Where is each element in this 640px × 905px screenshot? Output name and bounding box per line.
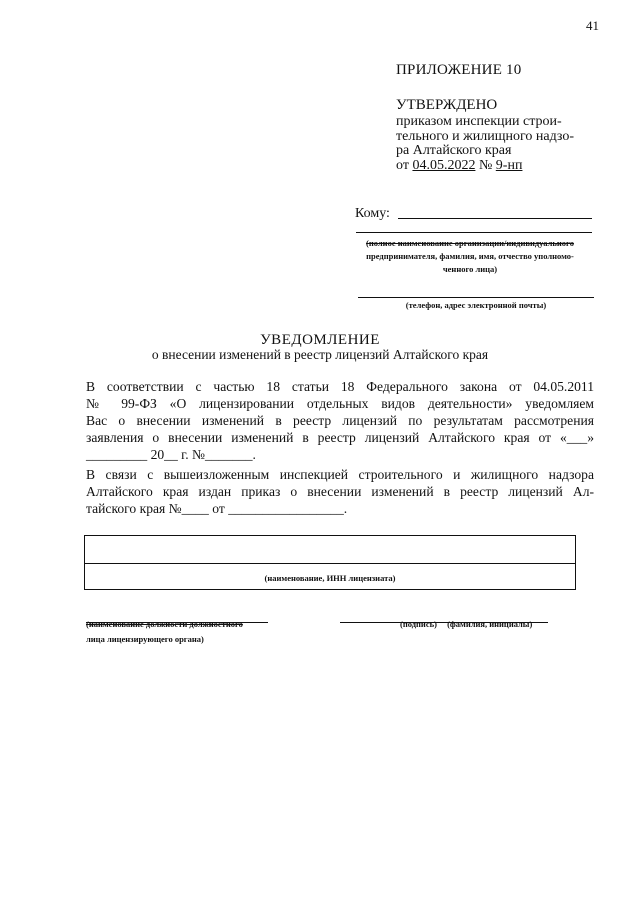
paragraph-1-line: заявления о внесении изменений в реестр лицензий Алтайского края от «___» bbox=[86, 430, 594, 445]
approved-label: УТВЕРЖДЕНО bbox=[396, 97, 498, 113]
paragraph-1-line: _________ 20__ г. №_______. bbox=[86, 447, 256, 462]
paragraph-2-line: В связи с вышеизложенным инспекцией строительного и жилищного надзора bbox=[86, 467, 594, 482]
paragraph-1-line: № 99-ФЗ «О лицензировании отдельных видов деятельности» уведомляем bbox=[86, 396, 594, 411]
recipient-caption-2: предпринимателя, фамилия, имя, отчество уполномо- bbox=[366, 251, 574, 261]
position-caption-1: (наименование должности должностного bbox=[86, 619, 243, 629]
position-caption-2: лица лицензирующего органа) bbox=[86, 634, 204, 644]
appendix-label: ПРИЛОЖЕНИЕ 10 bbox=[396, 62, 522, 78]
order-no-sign: № bbox=[478, 158, 493, 173]
signature-caption bbox=[340, 619, 532, 629]
paragraph-2-line: Алтайского края издан приказ о внесении изменений в реестр лицензий Ал- bbox=[86, 484, 594, 499]
order-date: 04.05.2022 bbox=[412, 158, 476, 173]
to-line-2 bbox=[356, 232, 592, 233]
paragraph-1-line: В соответствии с частью 18 статьи 18 Федерального закона от 04.05.2011 bbox=[86, 379, 594, 394]
to-label: Кому: bbox=[355, 206, 390, 221]
order-number: 9-нп bbox=[495, 158, 523, 173]
paragraph-1 bbox=[86, 378, 594, 463]
paragraph-2-line: тайского края №____ от _________________. bbox=[86, 501, 348, 516]
contacts-line bbox=[358, 297, 594, 298]
order-line-3: ра Алтайского края bbox=[396, 143, 512, 158]
recipient-caption-1: (полное наименование организации/индивидуального bbox=[366, 238, 574, 248]
order-line-2: тельного и жилищного надзо- bbox=[396, 129, 575, 144]
name-caption: (фамилия, инициалы) bbox=[447, 619, 533, 629]
order-date-line bbox=[396, 158, 522, 174]
sign-caption: (подпись) bbox=[400, 619, 437, 629]
paragraph-2 bbox=[86, 466, 594, 517]
order-prefix: от bbox=[396, 158, 409, 173]
licensee-caption: (наименование, ИНН лицензиата) bbox=[264, 573, 396, 583]
document-title: УВЕДОМЛЕНИЕ bbox=[260, 332, 380, 348]
recipient-caption-3: ченного лица) bbox=[442, 264, 498, 274]
to-line-1 bbox=[398, 218, 592, 219]
order-line-1: приказом инспекции строи- bbox=[396, 114, 562, 129]
licensee-name-field bbox=[84, 535, 576, 563]
contacts-caption: (телефон, адрес электронной почты) bbox=[405, 300, 547, 310]
paragraph-1-line: Вас о внесении изменений в реестр лицензий по результатам рассмотрения bbox=[86, 413, 594, 428]
page-number: 41 bbox=[586, 18, 599, 33]
document-subtitle: о внесении изменений в реестр лицензий Алтайского края bbox=[151, 347, 489, 362]
